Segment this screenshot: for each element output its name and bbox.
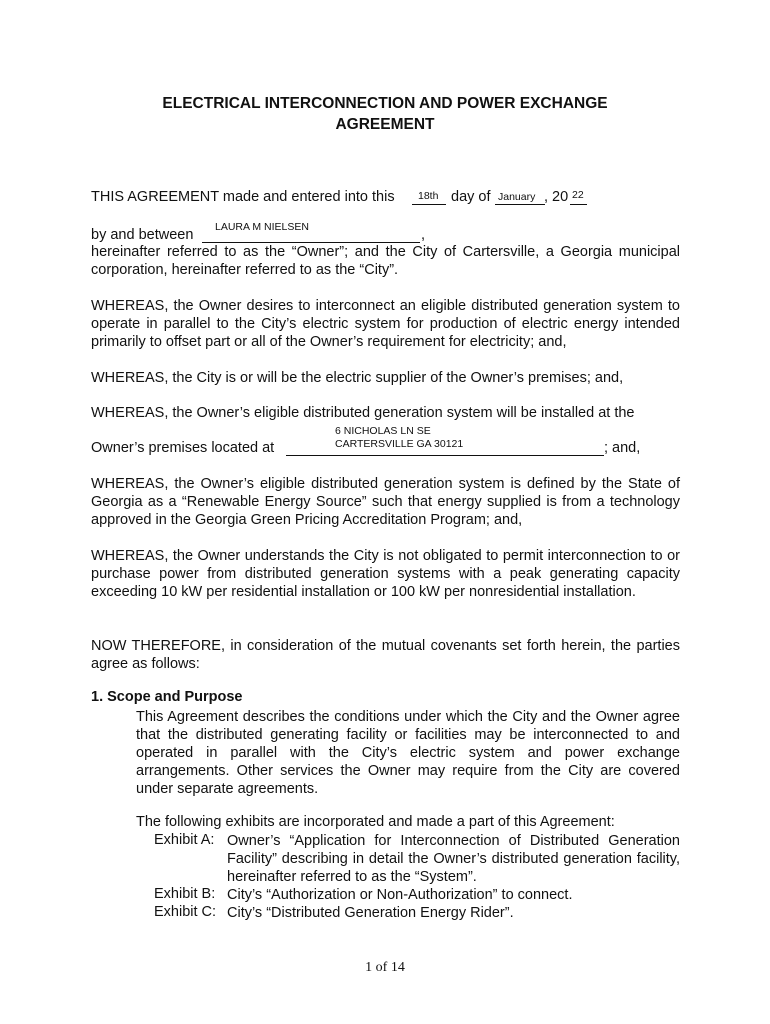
year-field[interactable]: 22: [572, 189, 584, 201]
address-underline: [286, 455, 604, 456]
page-number: 1 of 14: [365, 960, 405, 975]
whereas-5: WHEREAS, the Owner understands the City is not obligated to permit interconnection to or purchase power from distributed generation systems with a peak generating capacity exceeding 10 kW per residential installation or 100 kW per nonresidential installation.: [91, 548, 680, 600]
whereas-3: WHEREAS, the Owner’s eligible distributed generation system will be installed at the: [91, 405, 635, 421]
document-title-line1: ELECTRICAL INTERCONNECTION AND POWER EXCHANGE: [162, 95, 608, 112]
intro-rest: hereinafter referred to as the “Owner”; and the City of Cartersville, a Georgia municipal corporation, hereinafter referred to as the “City”.: [91, 244, 680, 278]
whereas-2: WHEREAS, the City is or will be the electric supplier of the Owner’s premises; and,: [91, 370, 624, 386]
intro-prefix: THIS AGREEMENT made and entered into this: [91, 189, 395, 205]
whereas-1: WHEREAS, the Owner desires to interconnect an eligible distributed generation system to operate in parallel to the City’s electric system for production of electric energy intended primarily to offset part or all of the Owner’s requirement for electricity; and,: [91, 298, 680, 350]
month-field[interactable]: January: [498, 191, 536, 203]
exhibit-c-text: City’s “Distributed Generation Energy Rider”.: [227, 905, 514, 921]
month-underline: [495, 204, 545, 205]
whereas-4: WHEREAS, the Owner’s eligible distributed generation system is defined by the State of Georgia as a “Renewable Energy Source” such that energy supplied is from a technology approved in the Georgia Green Pricing Accreditation Program; and,: [91, 476, 680, 528]
premises-suffix: ; and,: [604, 440, 641, 456]
day-of-label: day of: [451, 189, 491, 205]
exhibits-intro: The following exhibits are incorporated and made a part of this Agreement:: [136, 814, 615, 830]
exhibit-a-text: Owner’s “Application for Interconnection of Distributed Generation Facility” describing in detail the Owner’s distributed generation facility, hereinafter referred to as the “System”.: [227, 833, 680, 885]
exhibit-b-label: Exhibit B:: [154, 886, 216, 902]
exhibit-a-label: Exhibit A:: [154, 832, 215, 848]
document-title-line2: AGREEMENT: [335, 116, 435, 133]
day-underline: [412, 204, 446, 205]
exhibit-c-label: Exhibit C:: [154, 904, 217, 920]
year-underline: [570, 204, 587, 205]
section-1-body: This Agreement describes the conditions under which the City and the Owner agree that the distributed generating facility or facilities may be interconnected to and operated in parallel with the City’s electric system and power exchange arrangements. Other services the Owner may require from the City are covered under separate agreements.: [136, 709, 680, 797]
owner-name-field[interactable]: LAURA M NIELSEN: [215, 221, 309, 233]
owner-comma: ,: [421, 227, 426, 243]
premises-label: Owner’s premises located at: [91, 440, 275, 456]
now-therefore: NOW THEREFORE, in consideration of the mutual covenants set forth herein, the parties agree as follows:: [91, 638, 680, 672]
exhibit-b-text: City’s “Authorization or Non-Authorization” to connect.: [227, 887, 573, 903]
day-field[interactable]: 18th: [418, 190, 439, 202]
address-line1-field[interactable]: 6 NICHOLAS LN SE: [335, 425, 431, 437]
address-line2-field[interactable]: CARTERSVILLE GA 30121: [335, 438, 464, 450]
by-between-label: by and between: [91, 227, 194, 243]
section-1-heading: 1. Scope and Purpose: [91, 689, 243, 705]
year-prefix: , 20: [544, 189, 569, 205]
